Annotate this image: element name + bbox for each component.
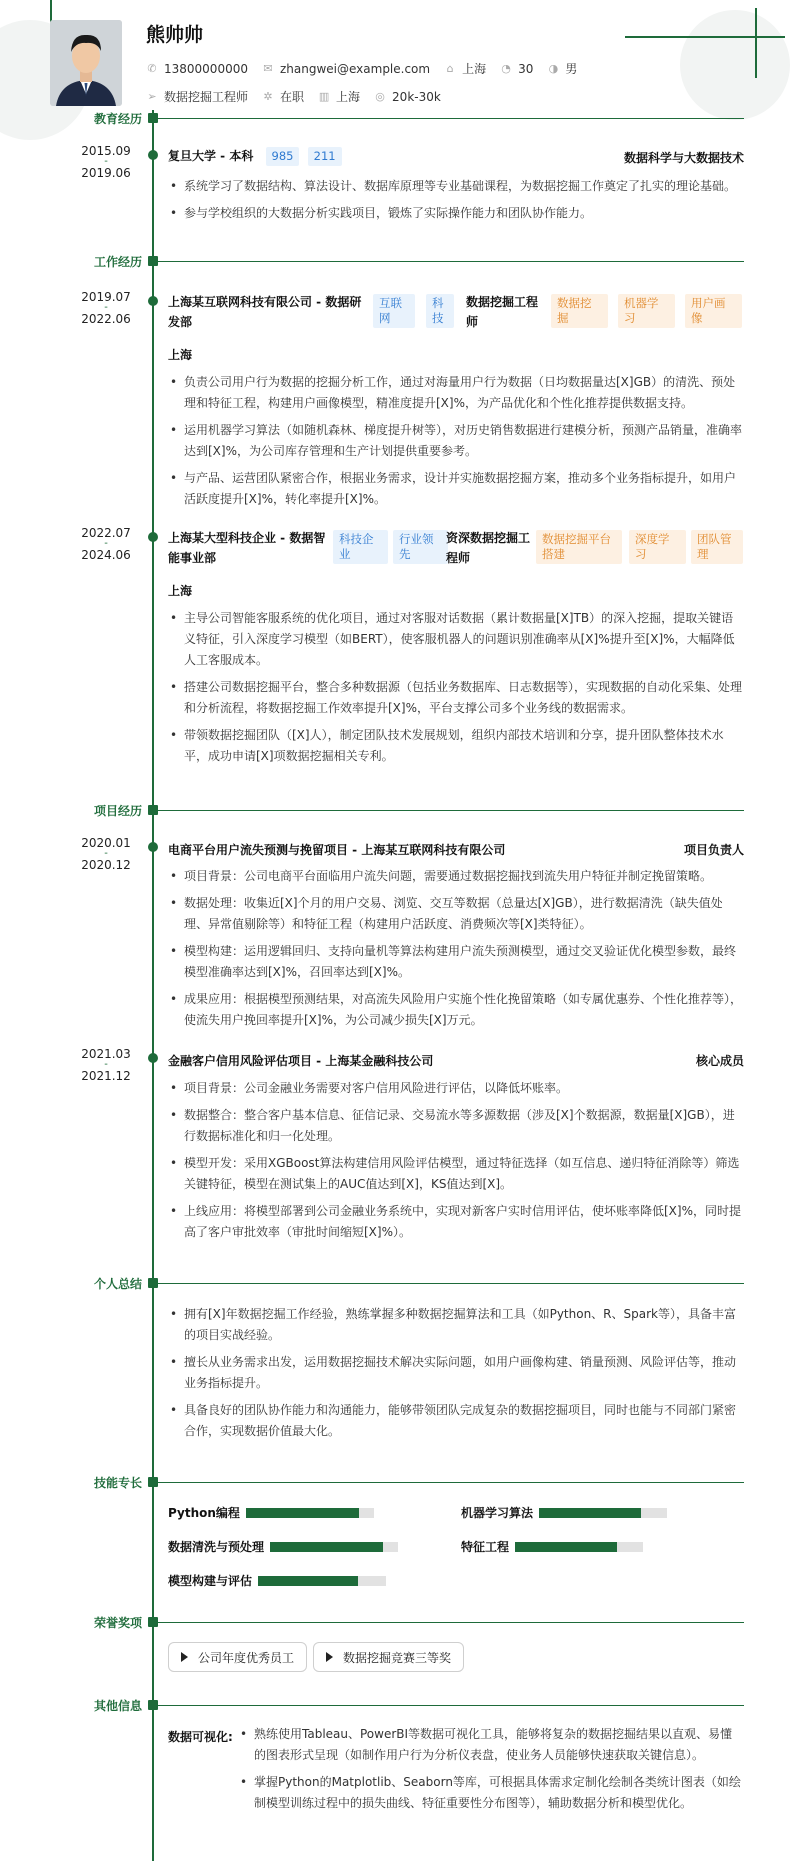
skill-item — [461, 1538, 643, 1555]
skill-name: Python编程 — [168, 1506, 240, 1520]
industry-tag: 互联网 — [373, 294, 415, 328]
list-item: • 模型开发：采用XGBoost算法构建信用风险评估模型，通过特征选择（如互信息、递归特征消除等）筛选关键特征，模型在测试集上的AUC值达到[X]，KS值达到[X]。 — [168, 1153, 744, 1195]
edu-tag: 211 — [308, 147, 342, 166]
skill-item — [168, 1538, 398, 1555]
company-name: 上海某大型科技企业 - 数据智能事业部 — [168, 531, 326, 565]
section-title-summary: 个人总结 — [93, 1277, 142, 1291]
gender-icon: ◑ — [548, 61, 559, 75]
salary-icon: ◎ — [375, 89, 385, 103]
age-text: 30 — [518, 61, 534, 76]
summary-bullets — [168, 1304, 744, 1448]
skill-bar — [270, 1542, 398, 1552]
skill-bar — [515, 1542, 643, 1552]
work-bullets — [168, 608, 744, 773]
section-marker — [148, 256, 158, 266]
skill-name: 特征工程 — [461, 1540, 510, 1554]
play-icon — [326, 1652, 333, 1662]
skill-name: 数据清洗与预处理 — [168, 1540, 265, 1554]
project-role: 项目负责人 — [683, 843, 744, 857]
list-item: • 负责公司用户行为数据的挖掘分析工作，通过对海量用户行为数据（日均数据量达[X]GB）的清洗、预处理和特征工程，构建用户画像模型，精准度提升[X]%，为产品优化和个性化推荐提供数据支持。 — [168, 372, 744, 414]
gear-icon: ✲ — [263, 89, 273, 103]
section-title-work: 工作经历 — [93, 255, 142, 269]
list-item: • 具备良好的团队协作能力和沟通能力，能够带领团队完成复杂的数据挖掘项目，同时也能与不同部门紧密合作，实现数据价值最大化。 — [168, 1400, 744, 1442]
phone-icon: ✆ — [147, 61, 157, 75]
work-date: 2022.07 - 2024.06 — [81, 526, 131, 562]
section-marker — [148, 1278, 158, 1288]
major-name: 数据科学与大数据技术 — [623, 151, 744, 165]
skill-bar-fill — [258, 1576, 358, 1586]
skill-item — [168, 1572, 386, 1589]
section-marker — [148, 1477, 158, 1487]
other-label: 数据可视化: — [168, 1730, 233, 1744]
entry-marker — [148, 150, 158, 160]
skill-tag: 机器学习 — [618, 294, 675, 328]
list-item: • 带领数据挖掘团队（[X]人），制定团队技术发展规划，组织内部技术培训和分享，提升团队整体技术水平，成功申请[X]项数据挖掘相关专利。 — [168, 725, 744, 767]
school-name: 复旦大学 - 本科 — [168, 149, 254, 163]
section-title-education: 教育经历 — [93, 112, 142, 126]
play-icon — [181, 1652, 188, 1662]
section-marker — [148, 1700, 158, 1710]
skill-bar — [539, 1508, 667, 1518]
award-name: 公司年度优秀员工 — [198, 1650, 295, 1665]
city-item — [444, 60, 486, 77]
city-text: 上海 — [462, 62, 487, 76]
skill-tag: 数据挖掘 — [551, 294, 608, 328]
skill-bar — [258, 1576, 386, 1586]
section-title-other: 其他信息 — [93, 1699, 142, 1713]
list-item: • 上线应用：将模型部署到公司金融业务系统中，实现对新客户实时信用评估，使坏账率降低[X]%，同时提高了客户审批效率（审批时间缩短[X]%）。 — [168, 1201, 744, 1243]
skill-bar-fill — [246, 1508, 359, 1518]
avatar — [50, 20, 122, 106]
skill-name: 机器学习算法 — [461, 1506, 534, 1520]
skill-bar-fill — [539, 1508, 641, 1518]
skill-tag: 用户画像 — [685, 294, 742, 328]
skill-bar — [246, 1508, 374, 1518]
industry-tag: 科技 — [426, 294, 454, 328]
skill-item — [168, 1504, 374, 1521]
project-date: 2020.01 - 2020.12 — [81, 836, 131, 872]
work-bullets — [168, 372, 744, 516]
list-item: • 擅长从业务需求出发，运用数据挖掘技术解决实际问题，如用户画像构建、销量预测、风险评估等，推动业务指标提升。 — [168, 1352, 744, 1394]
company-name: 上海某互联网科技有限公司 - 数据研发部 — [168, 295, 362, 329]
education-bullets — [168, 176, 744, 230]
list-item: • 模型构建：运用逻辑回归、支持向量机等算法构建用户流失预测模型，通过交叉验证优化模型参数，最终模型准确率达到[X]%，召回率达到[X]%。 — [168, 941, 744, 983]
skill-bar-fill — [270, 1542, 383, 1552]
other-bullets — [238, 1724, 744, 1820]
job-role: 数据挖掘工程师 — [466, 295, 539, 329]
list-item: • 与产品、运营团队紧密合作，根据业务需求，设计并实施数据挖掘方案，推动多个业务指标提升，如用户活跃度提升[X]%，转化率提升[X]%。 — [168, 468, 744, 510]
list-item: • 成果应用：根据模型预测结果，对高流失风险用户实施个性化挽留策略（如专属优惠券、个性化推荐等），使流失用户挽回率提升[X]%，为公司减少损失[X]万元。 — [168, 989, 744, 1031]
award-name: 数据挖掘竞赛三等奖 — [343, 1650, 452, 1665]
section-divider — [158, 1283, 744, 1284]
list-item: • 运用机器学习算法（如随机森林、梯度提升树等），对历史销售数据进行建模分析，预测产品销量，准确率达到[X]%，为公司库存管理和生产计划提供重要参考。 — [168, 420, 744, 462]
section-divider — [158, 810, 744, 811]
phone-item — [146, 62, 248, 76]
job-title-item — [146, 88, 248, 105]
email-item — [262, 62, 430, 76]
gender-item — [547, 60, 577, 77]
list-item: • 数据整合：整合客户基本信息、征信记录、交易流水等多源数据（涉及[X]个数据源，数据量[X]GB），进行数据标准化和归一化处理。 — [168, 1105, 744, 1147]
section-title-projects: 项目经历 — [93, 804, 142, 818]
building-icon: ▥ — [318, 89, 330, 103]
target-city-item — [318, 88, 360, 105]
section-title-skills: 技能专长 — [93, 1476, 142, 1490]
salary-item — [374, 90, 441, 104]
list-item: • 熟练使用Tableau、PowerBI等数据可视化工具，能够将复杂的数据挖掘结果以直观、易懂的图表形式呈现（如制作用户行为分析仪表盘，使业务人员能够快速获取关键信息）。 — [238, 1724, 744, 1766]
home-icon: ⌂ — [446, 61, 454, 75]
section-marker — [148, 805, 158, 815]
profile-header — [50, 20, 770, 110]
skill-tag: 数据挖掘平台搭建 — [536, 530, 622, 564]
section-marker — [148, 1617, 158, 1627]
industry-tag: 科技企业 — [333, 530, 388, 564]
work-date: 2019.07 - 2022.06 — [81, 290, 131, 326]
candidate-name: 熊帅帅 — [146, 24, 204, 46]
job-intent-row — [146, 88, 455, 105]
age-icon: ◔ — [501, 61, 511, 75]
skill-tag: 深度学习 — [629, 530, 686, 564]
age-item — [500, 62, 533, 76]
work-location: 上海 — [168, 348, 193, 362]
award-chip — [168, 1642, 307, 1672]
list-item: • 掌握Python的Matplotlib、Seaborn等库，可根据具体需求定制化绘制各类统计图表（如绘制模型训练过程中的损失曲线、特征重要性分布图等），辅助数据分析和模型优化。 — [238, 1772, 744, 1814]
list-item: • 主导公司智能客服系统的优化项目，通过对客服对话数据（累计数据量[X]TB）的深入挖掘，提取关键语义特征，引入深度学习模型（如BERT），使客服机器人的问题识别准确率从[X]%提升至[X]%，大幅降低人工客服成本。 — [168, 608, 744, 671]
project-date: 2021.03 - 2021.12 — [81, 1047, 131, 1083]
salary-text: 20k-30k — [392, 89, 441, 104]
skill-tag: 团队管理 — [691, 530, 743, 564]
section-marker — [148, 113, 158, 123]
education-date: 2015.09 - 2019.06 — [81, 144, 131, 180]
entry-marker — [148, 842, 158, 852]
entry-marker — [148, 1053, 158, 1063]
list-item: • 系统学习了数据结构、算法设计、数据库原理等专业基础课程，为数据挖掘工作奠定了扎实的理论基础。 — [168, 176, 744, 197]
mail-icon: ✉ — [263, 61, 273, 75]
skill-bar-fill — [515, 1542, 617, 1552]
project-title: 金融客户信用风险评估项目 - 上海某金融科技公司 — [168, 1054, 434, 1068]
job-title-text: 数据挖掘工程师 — [164, 90, 249, 104]
section-divider — [158, 1705, 744, 1706]
job-role: 资深数据挖掘工程师 — [446, 531, 531, 565]
section-title-awards: 荣誉奖项 — [93, 1616, 142, 1630]
list-item: • 拥有[X]年数据挖掘工作经验，熟练掌握多种数据挖掘算法和工具（如Python、R、Spark等），具备丰富的项目实战经验。 — [168, 1304, 744, 1346]
timeline-line — [152, 110, 154, 1861]
work-location: 上海 — [168, 584, 193, 598]
entry-marker — [148, 296, 158, 306]
list-item: • 搭建公司数据挖掘平台，整合多种数据源（包括业务数据库、日志数据等），实现数据的自动化采集、处理和分析流程，将数据挖掘工作效率提升[X]%，平台支撑公司多个业务线的数据需求。 — [168, 677, 744, 719]
list-item: • 数据处理：收集近[X]个月的用户交易、浏览、交互等数据（总量达[X]GB），进行数据清洗（缺失值处理、异常值剔除等）和特征工程（构建用户活跃度、消费频次等[X]类特征）。 — [168, 893, 744, 935]
industry-tag: 行业领先 — [393, 530, 448, 564]
gender-text: 男 — [565, 62, 578, 76]
email-text: zhangwei@example.com — [279, 61, 431, 76]
contact-row — [146, 60, 591, 77]
list-item: • 项目背景：公司金融业务需要对客户信用风险进行评估，以降低坏账率。 — [168, 1078, 744, 1099]
status-text: 在职 — [280, 90, 305, 104]
entry-marker — [148, 532, 158, 542]
list-item: • 项目背景：公司电商平台面临用户流失问题，需要通过数据挖掘找到流失用户特征并制定挽留策略。 — [168, 866, 744, 887]
send-icon: ➢ — [147, 89, 157, 103]
project-role: 核心成员 — [695, 1054, 744, 1068]
project-bullets — [168, 1078, 744, 1249]
target-city-text: 上海 — [336, 90, 361, 104]
project-title: 电商平台用户流失预测与挽留项目 - 上海某互联网科技有限公司 — [168, 843, 506, 857]
section-divider — [158, 261, 744, 262]
award-chip — [313, 1642, 464, 1672]
skill-name: 模型构建与评估 — [168, 1574, 253, 1588]
phone-text: 13800000000 — [164, 61, 248, 76]
list-item: • 参与学校组织的大数据分析实践项目，锻炼了实际操作能力和团队协作能力。 — [168, 203, 744, 224]
section-divider — [158, 118, 744, 119]
section-divider — [158, 1482, 744, 1483]
section-divider — [158, 1622, 744, 1623]
edu-tag: 985 — [266, 147, 300, 166]
status-item — [262, 88, 304, 105]
skill-item — [461, 1504, 667, 1521]
project-bullets — [168, 866, 744, 1037]
